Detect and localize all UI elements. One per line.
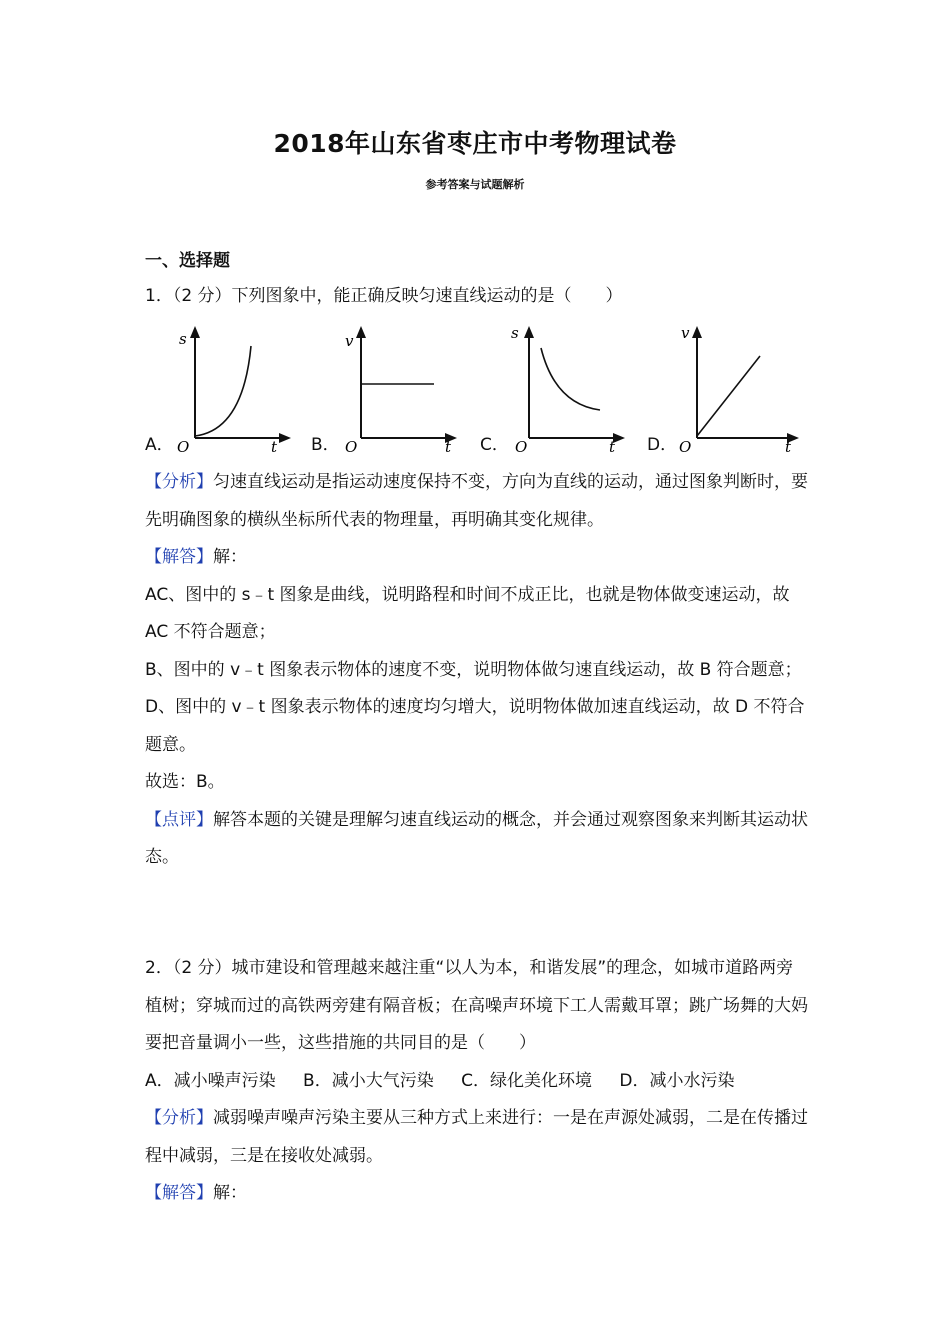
option-b-graph <box>339 318 464 453</box>
option-b-label: B． <box>311 435 340 455</box>
analysis-tag: 【分析】 <box>145 1108 213 1128</box>
q1-comment: 【点评】解答本题的关键是理解匀速直线运动的概念，并会通过观察图象来判断其运动状态。 <box>145 809 808 867</box>
option-a-origin: O <box>177 438 190 453</box>
option-c-label: C． <box>480 435 509 455</box>
option-c-origin: O <box>515 438 528 453</box>
option-a-y-axis: s <box>179 330 187 348</box>
option-d-graph <box>675 318 805 453</box>
page-title: 2018年山东省枣庄市中考物理试卷 <box>273 129 677 158</box>
q1-answer-heading: 【解答】解： <box>145 547 247 567</box>
question-1-options <box>145 318 815 458</box>
option-c-x-axis: t <box>609 438 616 453</box>
option-a-label: A． <box>145 435 174 455</box>
option-d-y-axis: v <box>681 324 690 342</box>
q1-answer-line: B、图中的 v﹣t 图象表示物体的速度不变，说明物体做匀速直线运动，故 B 符合题意； <box>145 659 802 680</box>
question-2-choices <box>145 1063 810 1101</box>
q2-analysis: 【分析】减弱噪声噪声污染主要从三种方式上来进行：一是在声源处减弱，二是在传播过程中减弱，三是在接收处减弱。 <box>145 1108 808 1166</box>
choice-b: B．减小大气污染 <box>303 1070 434 1091</box>
q2-answer-heading: 【解答】解： <box>145 1183 247 1203</box>
page-subtitle: 参考答案与试题解析 <box>425 178 525 191</box>
option-a-graph <box>173 318 298 453</box>
option-b-x-axis: t <box>445 438 452 453</box>
choice-c: C．绿化美化环境 <box>461 1070 592 1091</box>
question-2 <box>145 950 810 1213</box>
q1-answer-line: D、图中的 v﹣t 图象表示物体的速度均匀增大，说明物体做加速直线运动，故 D 不符合题意。 <box>145 697 805 755</box>
option-b-y-axis: v <box>345 332 354 350</box>
section-heading: 一、选择题 <box>145 251 230 271</box>
question-1-explanation <box>145 464 810 877</box>
comment-tag: 【点评】 <box>145 809 213 830</box>
answer-tag: 【解答】 <box>145 1183 213 1203</box>
option-a-x-axis: t <box>271 438 278 453</box>
question-1-stem: 1．（2 分）下列图象中，能正确反映匀速直线运动的是（ ） <box>145 286 623 306</box>
choice-d: D．减小水污染 <box>619 1070 735 1091</box>
option-d-label: D． <box>647 435 678 455</box>
answer-tag: 【解答】 <box>145 547 213 567</box>
choice-a: A．减小噪声污染 <box>145 1070 276 1091</box>
option-b-origin: O <box>345 438 358 453</box>
q1-answer-choice: 故选：B。 <box>145 772 225 792</box>
q1-analysis: 【分析】匀速直线运动是指运动速度保持不变，方向为直线的运动，通过图象判断时，要先明确图象的横纵坐标所代表的物理量，再明确其变化规律。 <box>145 472 808 530</box>
option-d-origin: O <box>679 438 692 453</box>
option-c-y-axis: s <box>511 324 519 342</box>
question-2-stem: 2．（2 分）城市建设和管理越来越注重“以人为本，和谐发展”的理念，如城市道路两旁植树；穿城而过的高铁两旁建有隔音板；在高噪声环境下工人需戴耳罩；跳广场舞的大妈要把音量调小一些，这些措施的共同目的是（ ） <box>145 958 808 1053</box>
option-c-graph <box>507 318 632 453</box>
analysis-tag: 【分析】 <box>145 472 213 492</box>
option-d-x-axis: t <box>785 438 792 453</box>
q1-answer-line: AC、图中的 s﹣t 图象是曲线，说明路程和时间不成正比，也就是物体做变速运动，故 AC 不符合题意； <box>145 584 790 642</box>
